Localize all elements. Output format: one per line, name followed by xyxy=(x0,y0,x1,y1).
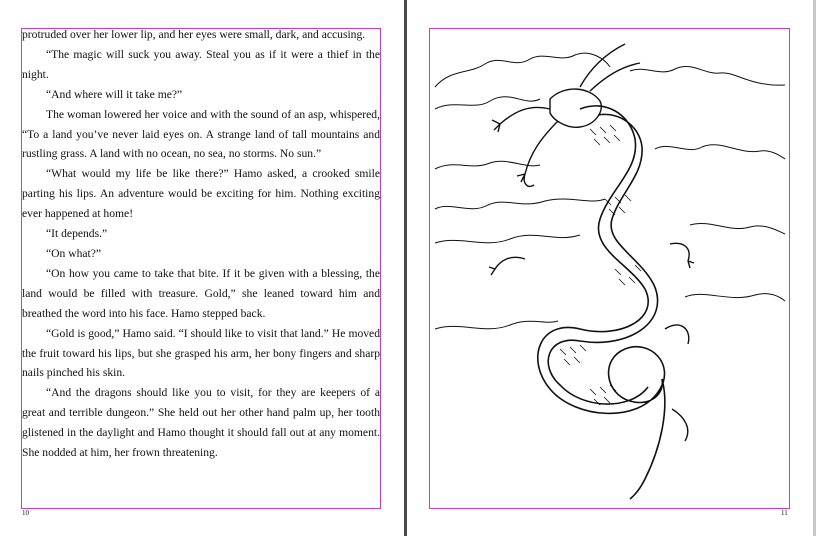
paragraph: “On how you came to take that bite. If it be given with a blessing, the land would be filled with treasure. Gold,” she leaned toward him and breathed the word into his face. Hamo stepped back. xyxy=(22,266,380,320)
dragon-horn xyxy=(590,63,640,91)
cloud-line xyxy=(685,294,785,301)
dragon-scales xyxy=(560,125,641,405)
dragon-claw xyxy=(492,120,525,182)
page-number-right: 11 xyxy=(781,509,788,517)
cloud-line xyxy=(435,199,605,209)
body-text xyxy=(22,25,380,463)
paragraph: “And the dragons should like you to visit, for they are keepers of a great and terrible dungeon.” She held out her other hand palm up, her tooth glistened in the daylight and Hamo thought it should fall out at any moment. She nodded at him, her frown threatening. xyxy=(22,386,380,460)
paragraph: “And where will it take me?” xyxy=(46,87,183,101)
paragraph: “It depends.” xyxy=(46,227,108,241)
dragon-whisker xyxy=(524,121,558,186)
page-number-left: 10 xyxy=(22,509,29,517)
dragon-body xyxy=(538,106,665,414)
paragraph: “What would my life be like there?” Hamo asked, a crooked smile parting his lips. An adventure would be exciting for him. Nothing exciting ever happened at home! xyxy=(22,167,380,221)
paragraph: The woman lowered her voice and with the sound of an asp, whispered, “To a land you’ve never laid eyes on. A strange land of tall mountains and rustling grass. A land with no ocean, no sea, no storms. No sun.” xyxy=(22,107,380,161)
dragon-claw xyxy=(489,257,525,275)
dragon-illustration xyxy=(430,29,789,508)
left-page xyxy=(0,0,404,536)
dragon-fin xyxy=(665,325,689,441)
cloud-line xyxy=(690,223,785,234)
paragraph: “Gold is good,” Hamo said. “I should like to visit that land.” He moved the fruit toward his lips, but she grasped his arm, her bony fingers and sharp nails pinched his skin. xyxy=(22,326,380,380)
cloud-line xyxy=(630,67,785,86)
cloud-line xyxy=(655,145,785,159)
cloud-line xyxy=(435,321,558,329)
cloud-line xyxy=(435,161,540,169)
paragraph: “The magic will suck you away. Steal you as if it were a thief in the night. xyxy=(22,47,380,81)
cloud-line xyxy=(435,97,540,109)
paragraph: “On what?” xyxy=(46,246,102,260)
dragon-whisker xyxy=(500,107,550,124)
cloud-line xyxy=(435,235,580,243)
paragraph: protruded over her lower lip, and her eyes were small, dark, and accusing. xyxy=(22,28,366,41)
dragon-body-edge xyxy=(548,114,657,404)
dragon-claw xyxy=(670,243,694,268)
